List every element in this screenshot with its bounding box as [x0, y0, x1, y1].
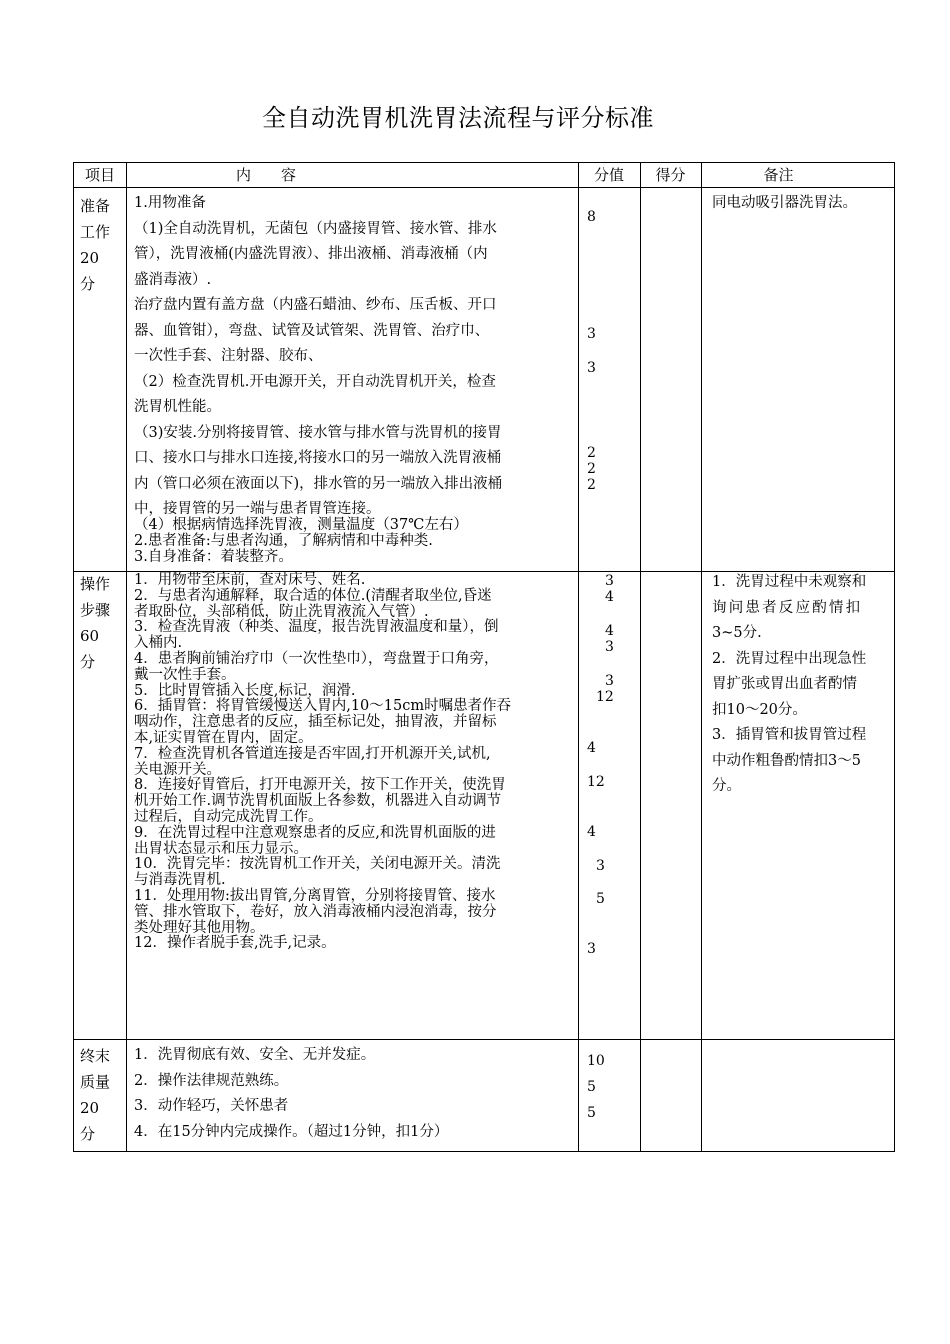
content-line: 3.自身准备：着装整齐。	[134, 548, 293, 565]
content-line: 类处理好其他用物。	[134, 919, 265, 936]
content-line: 一次性手套、注射器、胶布、	[134, 348, 323, 364]
content-line: （1)全自动洗胃机，无菌包（内盛接胃管、接水管、排水	[134, 220, 497, 237]
content-line: 10．洗胃完毕：按洗胃机工作开关，关闭电源开关。清洗	[134, 856, 501, 873]
content-line: 盛消毒液）.	[134, 271, 212, 288]
content-line: 器、血管钳），弯盘、试管及试管架、洗胃管、治疗巾、	[134, 322, 490, 339]
content-line: 戴一次性手套。	[134, 666, 236, 683]
content-line: 6．插胃管：将胃管缓慢送入胃内,10～15cm时嘱患者作吞	[134, 698, 512, 715]
content-line: 过程后，自动完成洗胃工作。	[134, 808, 323, 825]
section-label-final	[80, 1043, 120, 1147]
content-line: 咽动作，注意患者的反应，插至标记处，抽胃液，并留标	[134, 714, 497, 731]
col-divider	[578, 163, 579, 1151]
score-value: 12	[587, 774, 605, 790]
score-value: 4	[587, 824, 596, 840]
content-line: （4）根据病情选择洗胃液，测量温度（37℃左右）	[134, 517, 468, 533]
score-value: 2	[587, 461, 596, 477]
content-line: 5．比时胃管插入长度,标记，润滑.	[134, 682, 356, 699]
score-value: 2	[587, 477, 596, 493]
content-line: 洗胃机性能。	[134, 399, 221, 415]
content-line: 12．操作者脱手套,洗手,记录。	[134, 935, 336, 952]
content-line: 2.患者准备:与患者沟通，了解病情和中毒种类.	[134, 532, 433, 549]
content-line: 者取卧位，头部稍低，防止洗胃液流入气管）.	[134, 603, 429, 620]
remark-line: 分。	[712, 778, 741, 794]
score-value: 8	[587, 209, 596, 225]
score-value: 3	[605, 639, 614, 655]
score-value: 5	[587, 1105, 596, 1121]
ops-remarks	[712, 570, 892, 800]
content-line: 机开始工作.调节洗胃机面版上各参数，机器进入自动调节	[134, 793, 502, 810]
header-remark: 备注	[763, 166, 794, 184]
remark-line: 胃扩张或胃出血者酌情	[712, 676, 857, 692]
content-line: 8．连接好胃管后，打开电源开关，按下工作开关，使洗胃	[134, 777, 506, 794]
label-line: 终末	[80, 1047, 111, 1065]
label-line: 操作	[80, 575, 111, 593]
col-divider	[126, 163, 127, 1151]
prep-content	[134, 191, 574, 523]
content-line: 11．处理用物:拔出胃管,分离胃管，分别将接胃管、接水	[134, 887, 496, 904]
content-line: 3．动作轻巧，关怀患者	[134, 1098, 289, 1114]
score-value: 4	[605, 589, 614, 605]
content-line: 3．检查洗胃液（种类、温度，报告洗胃液温度和量），倒	[134, 619, 499, 636]
remark-line: 3~5分.	[712, 625, 762, 641]
content-line: 4．患者胸前铺治疗巾（一次性垫巾），弯盘置于口角旁，	[134, 650, 499, 667]
row-divider	[74, 187, 894, 188]
score-value: 12	[596, 689, 614, 705]
content-line: 2．与患者沟通解释，取合适的体位.(清醒者取坐位,昏迷	[134, 587, 492, 604]
ops-content	[134, 573, 574, 952]
remark-line: 2．洗胃过程中出现急性	[712, 650, 867, 667]
content-line: 1．用物带至床前，查对床号、姓名.	[134, 572, 366, 588]
score-value: 4	[605, 623, 614, 639]
label-line: 质量	[80, 1073, 111, 1091]
score-value: 3	[605, 573, 614, 589]
final-content	[134, 1043, 574, 1145]
content-line: 关电源开关。	[134, 761, 221, 778]
col-divider	[701, 163, 702, 1151]
label-line: 分	[80, 275, 96, 293]
content-line: （3)安装.分别将接胃管、接水管与排水管与洗胃机的接胃	[134, 424, 502, 441]
page-title: 全自动洗胃机洗胃法流程与评分标准	[262, 104, 654, 132]
prep-content-tail	[134, 518, 574, 565]
content-line: 7．检查洗胃机各管道连接是否牢固,打开机源开关,试机,	[134, 745, 491, 762]
col-divider	[640, 163, 641, 1151]
scoring-table	[73, 162, 895, 1152]
label-line: 20	[80, 1099, 100, 1117]
row-divider	[74, 1039, 894, 1040]
content-line: 1．洗胃彻底有效、安全、无并发症。	[134, 1047, 376, 1063]
content-line: 与消毒洗胃机.	[134, 872, 226, 889]
content-line: 入桶内.	[134, 635, 183, 652]
content-line: 管、排水管取下，卷好，放入消毒液桶内浸泡消毒，按分	[134, 903, 497, 920]
remark-line: 询问患者反应酌情扣	[712, 599, 863, 616]
label-line: 分	[80, 1125, 96, 1143]
content-line: 2．操作法律规范熟练。	[134, 1072, 289, 1089]
content-line: 中，接胃管的另一端与患者胃管连接。	[134, 501, 381, 517]
score-value: 3	[587, 326, 596, 342]
label-line: 20	[80, 249, 100, 267]
remark-line: 中动作粗鲁酌情扣3～5	[712, 752, 861, 769]
label-line: 分	[80, 653, 96, 671]
score-value: 3	[587, 360, 596, 376]
content-line: 口、接水口与排水口连接,将接水口的另一端放入洗胃液桶	[134, 450, 502, 466]
score-value: 3	[596, 858, 605, 874]
prep-remark: 同电动吸引器洗胃法。	[712, 195, 857, 211]
score-value: 3	[605, 673, 614, 689]
section-label-ops	[80, 571, 120, 675]
content-line: 治疗盘内置有盖方盘（内盛石蜡油、纱布、压舌板、开口	[134, 297, 497, 313]
content-line: 9．在洗胃过程中注意观察患者的反应,和洗胃机面版的进	[134, 824, 496, 841]
score-value: 4	[587, 740, 596, 756]
content-line: 4．在15分钟内完成操作。（超过1分钟，扣1分）	[134, 1123, 449, 1140]
remark-line: 1．洗胃过程中未观察和	[712, 574, 867, 590]
remark-line: 扣10～20分。	[712, 701, 807, 718]
content-line: 出胃状态显示和压力显示。	[134, 840, 308, 857]
content-line: （2）检查洗胃机.开电源开关，开自动洗胃机开关，检查	[134, 373, 496, 390]
label-line: 步骤	[80, 601, 111, 619]
header-content: 内 容	[235, 166, 296, 184]
label-line: 准备	[80, 197, 111, 215]
score-value: 3	[587, 941, 596, 957]
content-line: 内（管口必须在液面以下)，排水管的另一端放入排出液桶	[134, 475, 503, 492]
score-value: 2	[587, 445, 596, 461]
content-line: 本,证实胃管在胃内，固定。	[134, 729, 313, 746]
header-value: 分值	[593, 166, 624, 184]
remark-line: 3．插胃管和拔胃管过程	[712, 727, 867, 743]
score-value: 5	[596, 891, 605, 907]
score-value: 5	[587, 1079, 596, 1095]
section-label-prep	[80, 193, 120, 297]
content-line: 管），洗胃液桶(内盛洗胃液）、排出液桶、消毒液桶（内	[134, 246, 488, 262]
header-item: 项目	[84, 166, 115, 184]
header-score: 得分	[655, 166, 686, 184]
label-line: 工作	[80, 223, 111, 241]
content-line: 1.用物准备	[134, 195, 206, 211]
score-value: 10	[587, 1053, 605, 1069]
label-line: 60	[80, 627, 100, 645]
